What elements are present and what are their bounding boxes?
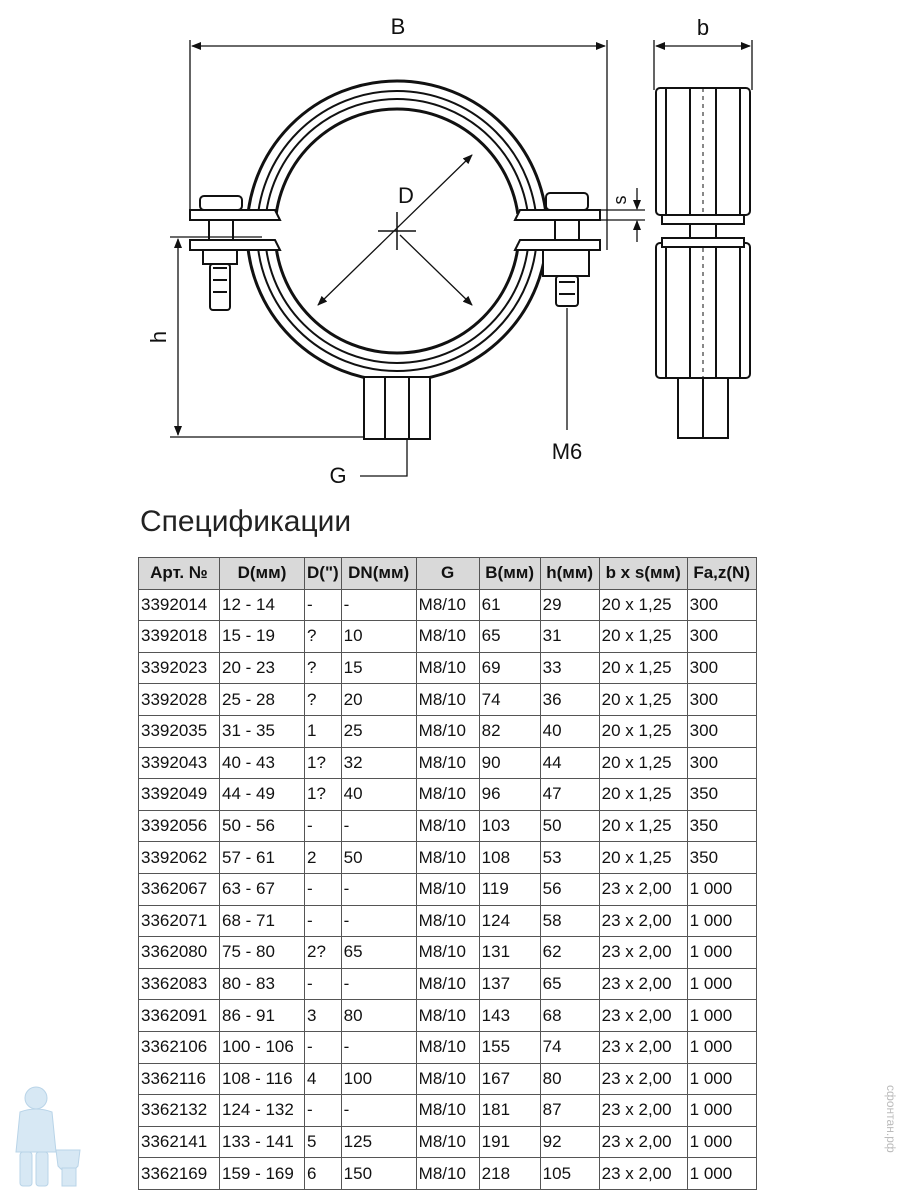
- cell-dn: 100: [341, 1063, 416, 1095]
- cell-b-x-s: 20 x 1,25: [599, 715, 687, 747]
- cell-diameter-mm: 68 - 71: [220, 905, 305, 937]
- cell-load: 1 000: [687, 873, 756, 905]
- cell-b-mm: 61: [479, 589, 540, 621]
- cell-h-mm: 68: [540, 1000, 599, 1032]
- cell-thread-g: M8/10: [416, 873, 479, 905]
- cell-load: 300: [687, 621, 756, 653]
- cell-thread-g: M8/10: [416, 1031, 479, 1063]
- header-h-mm: h(мм): [540, 558, 599, 590]
- cell-b-x-s: 20 x 1,25: [599, 842, 687, 874]
- cell-h-mm: 56: [540, 873, 599, 905]
- cell-dn: 65: [341, 937, 416, 969]
- cell-load: 300: [687, 589, 756, 621]
- header-diameter-mm: D(мм): [220, 558, 305, 590]
- cell-h-mm: 87: [540, 1095, 599, 1127]
- label-b-upper: B: [390, 14, 406, 39]
- cell-load: 350: [687, 779, 756, 811]
- cell-load: 1 000: [687, 1095, 756, 1127]
- cell-load: 300: [687, 684, 756, 716]
- cell-dn: 15: [341, 652, 416, 684]
- cell-h-mm: 31: [540, 621, 599, 653]
- cell-diameter-mm: 133 - 141: [220, 1126, 305, 1158]
- table-row: [139, 1000, 757, 1032]
- cell-diameter-inch: -: [305, 1031, 342, 1063]
- cell-b-mm: 119: [479, 873, 540, 905]
- cell-article: 3362067: [139, 873, 220, 905]
- cell-h-mm: 44: [540, 747, 599, 779]
- cell-b-x-s: 23 x 2,00: [599, 873, 687, 905]
- table-row: [139, 621, 757, 653]
- cell-thread-g: M8/10: [416, 684, 479, 716]
- cell-b-mm: 131: [479, 937, 540, 969]
- header-thread-g: G: [416, 558, 479, 590]
- cell-b-x-s: 20 x 1,25: [599, 747, 687, 779]
- cell-diameter-inch: 1?: [305, 747, 342, 779]
- cell-article: 3362132: [139, 1095, 220, 1127]
- cell-diameter-inch: 1?: [305, 779, 342, 811]
- cell-diameter-inch: -: [305, 589, 342, 621]
- cell-load: 300: [687, 652, 756, 684]
- cell-b-x-s: 20 x 1,25: [599, 684, 687, 716]
- cell-article: 3362116: [139, 1063, 220, 1095]
- table-row: [139, 842, 757, 874]
- cell-diameter-mm: 124 - 132: [220, 1095, 305, 1127]
- cell-load: 300: [687, 715, 756, 747]
- cell-h-mm: 105: [540, 1158, 599, 1190]
- cell-thread-g: M8/10: [416, 779, 479, 811]
- cell-diameter-mm: 44 - 49: [220, 779, 305, 811]
- cell-article: 3362080: [139, 937, 220, 969]
- cell-diameter-inch: 4: [305, 1063, 342, 1095]
- table-row: [139, 937, 757, 969]
- cell-h-mm: 40: [540, 715, 599, 747]
- cell-diameter-mm: 159 - 169: [220, 1158, 305, 1190]
- cell-h-mm: 53: [540, 842, 599, 874]
- cell-dn: -: [341, 968, 416, 1000]
- cell-article: 3392023: [139, 652, 220, 684]
- cell-b-mm: 65: [479, 621, 540, 653]
- cell-article: 3392043: [139, 747, 220, 779]
- cell-dn: -: [341, 1095, 416, 1127]
- cell-thread-g: M8/10: [416, 1126, 479, 1158]
- cell-h-mm: 62: [540, 937, 599, 969]
- cell-thread-g: M8/10: [416, 652, 479, 684]
- label-m6: M6: [551, 439, 583, 464]
- cell-b-mm: 181: [479, 1095, 540, 1127]
- cell-b-mm: 137: [479, 968, 540, 1000]
- cell-thread-g: M8/10: [416, 937, 479, 969]
- cell-article: 3392062: [139, 842, 220, 874]
- cell-thread-g: M8/10: [416, 589, 479, 621]
- table-row: [139, 1031, 757, 1063]
- cell-load: 1 000: [687, 1063, 756, 1095]
- header-b-mm: B(мм): [479, 558, 540, 590]
- right-flange: [515, 193, 600, 306]
- threaded-socket: [364, 377, 430, 439]
- cell-diameter-mm: 40 - 43: [220, 747, 305, 779]
- cell-load: 1 000: [687, 1126, 756, 1158]
- cell-diameter-mm: 50 - 56: [220, 810, 305, 842]
- table-row: [139, 873, 757, 905]
- cell-dn: 20: [341, 684, 416, 716]
- cell-load: 1 000: [687, 1000, 756, 1032]
- dimension-b-band-width: [654, 15, 752, 90]
- cell-diameter-inch: 1: [305, 715, 342, 747]
- table-row: [139, 810, 757, 842]
- cell-thread-g: M8/10: [416, 905, 479, 937]
- cell-dn: 80: [341, 1000, 416, 1032]
- cell-b-x-s: 23 x 2,00: [599, 937, 687, 969]
- cell-b-x-s: 23 x 2,00: [599, 1158, 687, 1190]
- cell-dn: -: [341, 589, 416, 621]
- cell-diameter-mm: 86 - 91: [220, 1000, 305, 1032]
- cell-b-mm: 155: [479, 1031, 540, 1063]
- leader-g: [329, 439, 407, 488]
- cell-diameter-mm: 20 - 23: [220, 652, 305, 684]
- cell-b-mm: 82: [479, 715, 540, 747]
- pipe-clamp-drawing: [0, 0, 900, 500]
- cell-h-mm: 65: [540, 968, 599, 1000]
- cell-article: 3392035: [139, 715, 220, 747]
- table-row: [139, 589, 757, 621]
- table-row: [139, 1126, 757, 1158]
- cell-dn: -: [341, 810, 416, 842]
- cell-b-mm: 218: [479, 1158, 540, 1190]
- cell-thread-g: M8/10: [416, 1095, 479, 1127]
- cell-b-mm: 108: [479, 842, 540, 874]
- label-s: s: [610, 195, 630, 205]
- cell-load: 1 000: [687, 905, 756, 937]
- table-row: [139, 715, 757, 747]
- cell-diameter-inch: -: [305, 905, 342, 937]
- cell-article: 3392018: [139, 621, 220, 653]
- cell-dn: 40: [341, 779, 416, 811]
- cell-thread-g: M8/10: [416, 747, 479, 779]
- table-row: [139, 684, 757, 716]
- cell-b-mm: 167: [479, 1063, 540, 1095]
- cell-dn: 25: [341, 715, 416, 747]
- cell-diameter-mm: 100 - 106: [220, 1031, 305, 1063]
- cell-b-x-s: 23 x 2,00: [599, 1126, 687, 1158]
- cell-b-mm: 96: [479, 779, 540, 811]
- cell-h-mm: 74: [540, 1031, 599, 1063]
- table-row: [139, 779, 757, 811]
- cell-b-mm: 103: [479, 810, 540, 842]
- cell-load: 1 000: [687, 968, 756, 1000]
- side-view: [656, 88, 750, 438]
- cell-article: 3362169: [139, 1158, 220, 1190]
- cell-load: 350: [687, 810, 756, 842]
- cell-load: 1 000: [687, 937, 756, 969]
- cell-diameter-inch: 2: [305, 842, 342, 874]
- cell-dn: -: [341, 1031, 416, 1063]
- cell-diameter-inch: -: [305, 873, 342, 905]
- cell-diameter-mm: 31 - 35: [220, 715, 305, 747]
- header-diameter-inch: D("): [305, 558, 342, 590]
- cell-article: 3362071: [139, 905, 220, 937]
- header-b-x-s: b x s(мм): [599, 558, 687, 590]
- label-b-lower: b: [696, 15, 710, 40]
- cell-h-mm: 47: [540, 779, 599, 811]
- cell-thread-g: M8/10: [416, 1000, 479, 1032]
- cell-load: 1 000: [687, 1158, 756, 1190]
- cell-b-mm: 143: [479, 1000, 540, 1032]
- cell-b-x-s: 23 x 2,00: [599, 1000, 687, 1032]
- cell-b-x-s: 23 x 2,00: [599, 905, 687, 937]
- watermark-text: сфонтан.рф: [884, 1085, 898, 1153]
- cell-diameter-inch: ?: [305, 652, 342, 684]
- cell-b-x-s: 23 x 2,00: [599, 1095, 687, 1127]
- page-title: Спецификации: [140, 505, 352, 538]
- cell-dn: 125: [341, 1126, 416, 1158]
- cell-b-x-s: 20 x 1,25: [599, 589, 687, 621]
- cell-b-mm: 90: [479, 747, 540, 779]
- cell-h-mm: 92: [540, 1126, 599, 1158]
- cell-thread-g: M8/10: [416, 842, 479, 874]
- table-row: [139, 1063, 757, 1095]
- table-row: [139, 747, 757, 779]
- cell-dn: -: [341, 905, 416, 937]
- cell-diameter-inch: ?: [305, 684, 342, 716]
- cell-h-mm: 29: [540, 589, 599, 621]
- cell-diameter-inch: 6: [305, 1158, 342, 1190]
- cell-thread-g: M8/10: [416, 715, 479, 747]
- header-dn: DN(мм): [341, 558, 416, 590]
- cell-h-mm: 80: [540, 1063, 599, 1095]
- cell-b-mm: 74: [479, 684, 540, 716]
- specifications-table: [138, 557, 757, 1190]
- cell-diameter-inch: -: [305, 1095, 342, 1127]
- cell-b-x-s: 20 x 1,25: [599, 652, 687, 684]
- leader-m6: [552, 308, 583, 464]
- cell-load: 350: [687, 842, 756, 874]
- table-row: [139, 968, 757, 1000]
- cell-b-mm: 69: [479, 652, 540, 684]
- plumber-mascot-logo: [6, 1082, 84, 1194]
- cell-b-x-s: 23 x 2,00: [599, 1063, 687, 1095]
- cell-dn: 150: [341, 1158, 416, 1190]
- cell-diameter-mm: 63 - 67: [220, 873, 305, 905]
- cell-diameter-mm: 108 - 116: [220, 1063, 305, 1095]
- dimension-h-height: [146, 237, 364, 437]
- cell-b-x-s: 23 x 2,00: [599, 968, 687, 1000]
- cell-article: 3362091: [139, 1000, 220, 1032]
- header-article: Арт. №: [139, 558, 220, 590]
- cell-thread-g: M8/10: [416, 968, 479, 1000]
- cell-h-mm: 58: [540, 905, 599, 937]
- table-row: [139, 652, 757, 684]
- cell-dn: -: [341, 873, 416, 905]
- cell-diameter-mm: 75 - 80: [220, 937, 305, 969]
- cell-h-mm: 36: [540, 684, 599, 716]
- cell-thread-g: M8/10: [416, 621, 479, 653]
- cell-b-mm: 124: [479, 905, 540, 937]
- cell-diameter-mm: 57 - 61: [220, 842, 305, 874]
- cell-article: 3362141: [139, 1126, 220, 1158]
- cell-article: 3362106: [139, 1031, 220, 1063]
- cell-diameter-mm: 15 - 19: [220, 621, 305, 653]
- table-row: [139, 905, 757, 937]
- cell-diameter-inch: 2?: [305, 937, 342, 969]
- cell-diameter-inch: 3: [305, 1000, 342, 1032]
- dimension-s-thickness: [598, 188, 645, 242]
- cell-article: 3392028: [139, 684, 220, 716]
- cell-h-mm: 33: [540, 652, 599, 684]
- cell-diameter-mm: 80 - 83: [220, 968, 305, 1000]
- table-row: [139, 1158, 757, 1190]
- cell-diameter-mm: 12 - 14: [220, 589, 305, 621]
- cell-article: 3362083: [139, 968, 220, 1000]
- cell-b-x-s: 20 x 1,25: [599, 621, 687, 653]
- cell-dn: 32: [341, 747, 416, 779]
- cell-h-mm: 50: [540, 810, 599, 842]
- table-row: [139, 1095, 757, 1127]
- cell-diameter-inch: ?: [305, 621, 342, 653]
- cell-load: 300: [687, 747, 756, 779]
- cell-thread-g: M8/10: [416, 810, 479, 842]
- cell-thread-g: M8/10: [416, 1063, 479, 1095]
- cell-b-x-s: 23 x 2,00: [599, 1031, 687, 1063]
- cell-diameter-inch: -: [305, 968, 342, 1000]
- table-header-row: [139, 558, 757, 590]
- cell-load: 1 000: [687, 1031, 756, 1063]
- cell-diameter-inch: -: [305, 810, 342, 842]
- cell-b-x-s: 20 x 1,25: [599, 810, 687, 842]
- cell-article: 3392056: [139, 810, 220, 842]
- label-h: h: [146, 330, 171, 344]
- cell-dn: 50: [341, 842, 416, 874]
- header-load: Fa,z(N): [687, 558, 756, 590]
- cell-dn: 10: [341, 621, 416, 653]
- cell-b-mm: 191: [479, 1126, 540, 1158]
- cell-article: 3392049: [139, 779, 220, 811]
- cell-diameter-inch: 5: [305, 1126, 342, 1158]
- label-d: D: [398, 183, 414, 208]
- label-g: G: [329, 463, 347, 488]
- cell-b-x-s: 20 x 1,25: [599, 779, 687, 811]
- cell-diameter-mm: 25 - 28: [220, 684, 305, 716]
- cell-thread-g: M8/10: [416, 1158, 479, 1190]
- cell-article: 3392014: [139, 589, 220, 621]
